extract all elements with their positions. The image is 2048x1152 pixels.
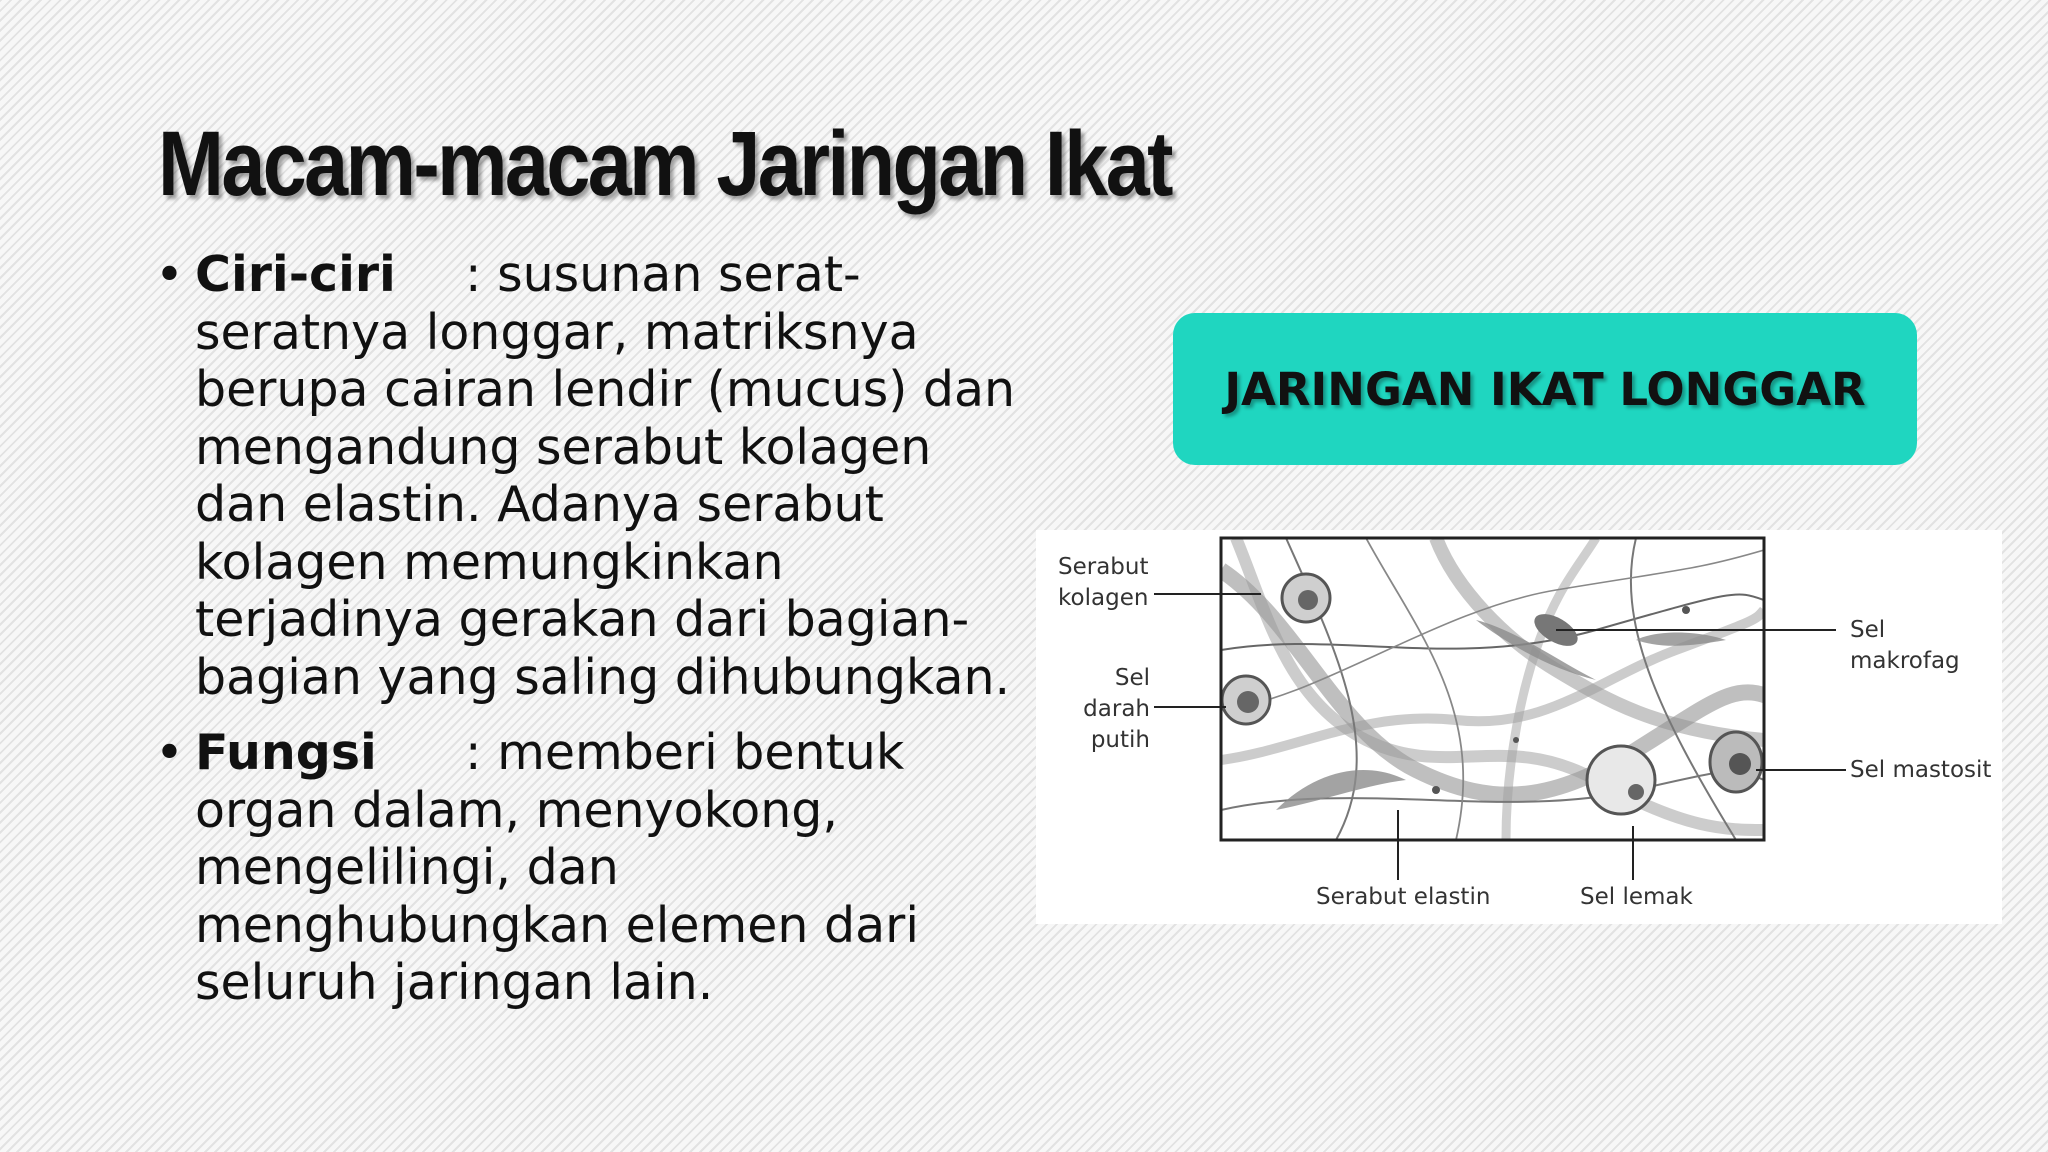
bullet-text: : susunan serat-seratnya longgar, matriksnya berupa cairan lendir (mucus) dan mengandung serabut kolagen dan elastin. Adanya serabut kolagen memungkinkan terjadinya gerakan dari bagian-bagian yang saling dihubungkan. — [195, 246, 1016, 706]
label-sel-mastosit: Sel mastosit — [1850, 757, 1992, 783]
badge-label: JARINGAN IKAT LONGGAR — [1224, 362, 1866, 416]
label-sel-lemak: Sel lemak — [1580, 884, 1693, 910]
bullet-dot-icon: • — [155, 724, 184, 781]
label-line: Sel darah — [1083, 665, 1150, 722]
tissue-illustration — [1036, 530, 2002, 924]
label-serabut-elastin: Serabut elastin — [1316, 884, 1491, 910]
slide-title: Macam-macam Jaringan Ikat — [158, 113, 1171, 215]
label-serabut-kolagen — [1058, 552, 1149, 614]
label-sel-makrofag: Sel makrofag — [1850, 617, 1960, 674]
loose-connective-tissue-diagram — [1036, 530, 2002, 924]
tissue-fibers — [1221, 538, 1776, 840]
bullet-ciri-ciri — [155, 246, 1035, 706]
bullet-term: Fungsi — [195, 724, 377, 781]
bullet-term: Ciri-ciri — [195, 246, 396, 303]
label-line: putih — [1090, 727, 1150, 753]
bullet-list — [155, 246, 1035, 1030]
label-line: kolagen — [1058, 585, 1149, 611]
bullet-fungsi — [155, 724, 1035, 1012]
bullet-text: : memberi bentuk organ dalam, menyokong, mengelilingi, dan menghubungkan elemen dari seluruh jaringan lain. — [195, 724, 919, 1011]
label-line: Serabut — [1058, 554, 1149, 580]
section-badge — [1173, 313, 1917, 465]
bullet-dot-icon: • — [155, 246, 184, 303]
label-sel-darah-putih — [1044, 663, 1150, 756]
